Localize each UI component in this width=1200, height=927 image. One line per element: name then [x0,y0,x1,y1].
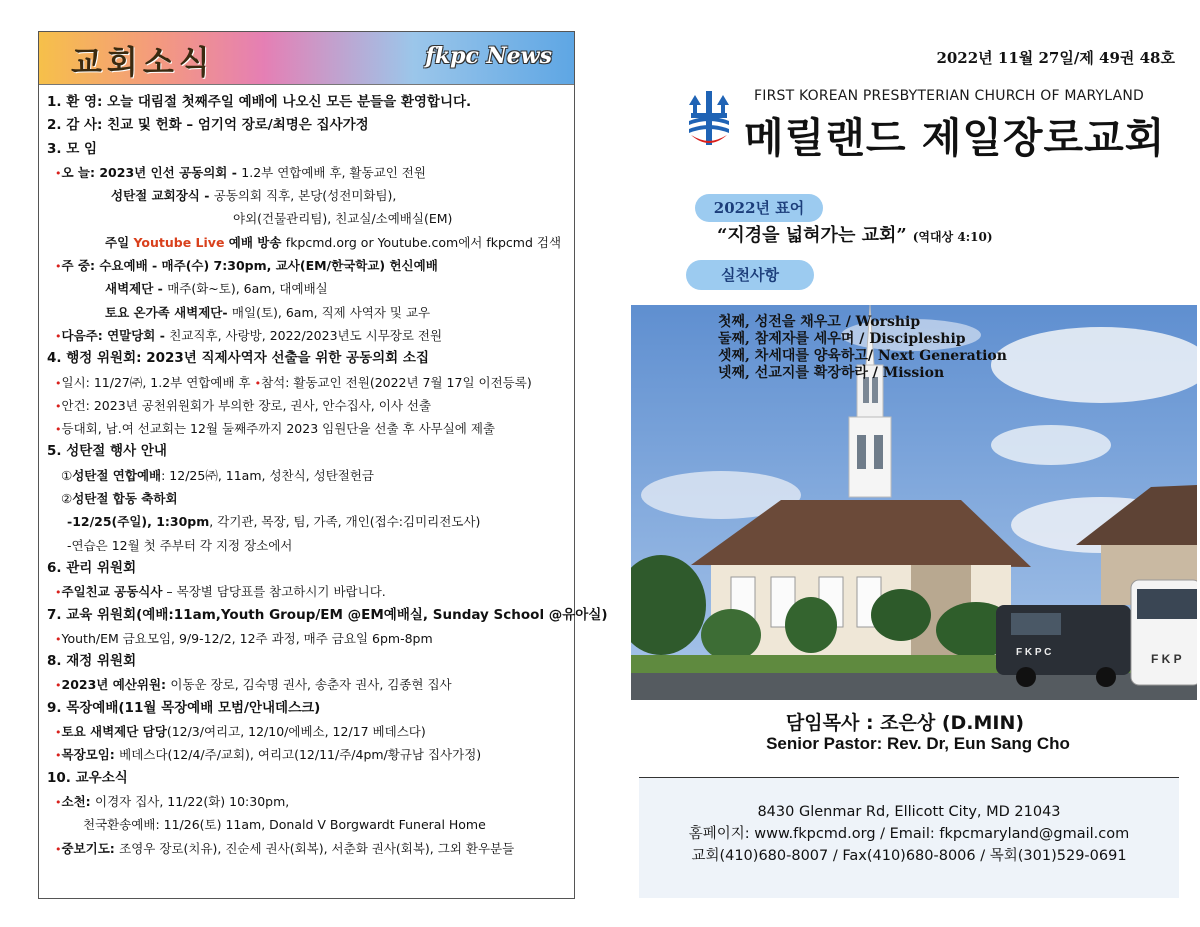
news-section-heading [47,91,574,114]
news-text: 친교직후, 사랑방, 2022/2023년도 시무장로 전원 [169,327,443,343]
news-text: 야외(건물관리팀), 친교실/소예배실(EM) [233,211,453,227]
church-name-korean: 메릴랜드 제일장로교회 [744,114,1166,162]
church-address: 8430 Glenmar Rd, Ellicott City, MD 21043 [757,804,1061,820]
news-text: 오늘 대림절 첫째주일 예배에 나오신 모든 분들을 환영합니다. [107,94,472,110]
news-text: 성탄절 합동 축하회 [72,491,178,507]
news-item [47,813,574,836]
news-item [47,510,574,533]
news-text: 친교 및 헌화 [107,117,182,134]
news-text: 천국환송예배: 11/26(토) 11am, Donald V Borgwardt Funeral Home [83,817,486,833]
news-text: 토요 새벽제단 담당 [61,724,167,740]
news-text: 예배 방송 [224,234,286,250]
phone-numbers: 교회(410)680-8007 / Fax(410)680-8006 / 목회(301)529-0691 [691,848,1127,864]
news-section-heading [47,347,574,370]
yearly-motto [717,221,993,247]
news-text: ① [61,467,73,483]
news-text: (예배:11am,Youth Group/EM @EM예배실, Sunday School @유아실) [136,606,608,623]
news-text: 10. 교우소식 [47,769,128,786]
news-text: 중보기도: [61,840,120,856]
practice-list [718,314,1007,382]
news-text: Youth/EM 금요모임, 9/9-12/2, 12주 과정, 매주 금요일 6pm-8pm [61,630,433,646]
news-item [47,627,574,650]
pastor-english: Senior Pastor: Rev. Dr, Eun Sang Cho [766,734,1070,753]
news-text: 1.2부 연합예배 후, 활동교인 전원 [241,164,426,180]
van-lettering-white: F K P [1151,652,1182,666]
news-text: fkpcmd.org or Youtube.com에서 fkpcmd 검색 [285,234,562,250]
news-text: 7. 교육 위원회 [47,606,137,623]
news-item [47,161,574,184]
church-logo-icon [687,91,731,147]
news-text: 8. 재정 위원회 [47,653,137,670]
news-text: ② [61,491,73,507]
practice-item: 둘째, 참제자를 세우며 / Discipleship [718,331,966,347]
news-text: 베데스다(12/4/주/교회), 여리고(12/11/주/4pm/황규남 집사가정) [119,747,482,763]
news-text: 새벽제단 - [105,281,168,297]
news-section-heading [47,767,574,790]
news-item [47,487,574,510]
news-item [47,254,574,277]
news-item [47,743,574,766]
news-item [47,720,574,743]
news-text: 다음주: 연말당회 - [61,327,170,343]
news-item [47,534,574,557]
news-section-heading [47,697,574,720]
bullet-icon: • [55,260,62,274]
news-text: 성탄절 교회장식 - [111,188,214,204]
news-text: 매일(토), 6am, 직제 사역자 및 교우 [231,304,431,320]
news-text: 오 늘: 2023년 인선 공동의회 - [61,164,242,180]
news-section-heading [47,557,574,580]
bullet-icon: • [55,842,62,856]
news-text: 성탄절 연합예배 [72,467,162,483]
news-text: 주 중: 수요예배 - 매주(수) 7:30pm, 교사(EM/한국학교) 헌신예배 [61,258,438,274]
bullet-icon: • [55,749,62,763]
news-text: Youtube Live [133,234,225,250]
practice-item: 첫째, 성전을 채우고 / Worship [718,314,921,330]
news-text: 4. 행정 위원회: 2023년 직제사역자 선출을 위한 공동의회 소집 [47,350,429,367]
pastor-korean: 담임목사 : 조은상 (D.MIN) [785,712,1025,734]
news-section-heading [47,138,574,161]
news-text: 9. 목장예배 [47,699,119,716]
van-lettering: F K P C [1016,647,1052,658]
news-text: 5. 성탄절 행사 안내 [47,443,167,460]
bullet-icon: • [55,329,62,343]
news-list [39,85,608,860]
practice-item: 넷째, 선교지를 확장하라 / Mission [718,365,945,381]
website-email[interactable]: 홈페이지: www.fkpcmd.org / Email: fkpcmaryland@gmail.com [688,826,1130,842]
bullet-icon: • [55,586,62,600]
motto-label-badge: 2022년 표어 [695,194,823,222]
news-item [47,371,574,394]
news-text: (12/3/여리고, 12/10/에베소, 12/17 베데스다) [166,724,426,740]
news-text: – 엄기억 장로/최명은 집사가정 [181,117,369,134]
news-item [47,231,574,254]
news-item [47,417,574,440]
news-item [47,277,574,300]
news-item [47,790,574,813]
news-text: 일시: 11/27㈜, 1.2부 연합예배 후 [61,374,255,390]
news-text: 매주(화~토), 6am, 대예배실 [167,281,328,297]
bullet-icon: • [55,795,62,809]
news-item [47,673,574,696]
news-banner [39,32,574,85]
news-text: , 각기관, 목장, 팀, 가족, 개인(접수:김미리전도사) [209,514,481,530]
news-text: 주일 [105,234,134,250]
news-text: 6. 관리 위원회 [47,559,137,576]
news-text: 이동운 장로, 김숙명 권사, 송춘자 권사, 김종현 집사 [170,677,452,693]
contact-box [639,777,1179,898]
news-item [47,464,574,487]
bullet-icon: • [55,399,62,413]
news-section-heading [47,650,574,673]
news-title: 교회소식 [71,43,215,81]
news-panel [38,31,608,899]
news-text: 토요 온가족 새벽제단- [105,304,232,320]
news-text: 주일친교 공동식사 [61,584,163,600]
news-section-heading [47,604,608,627]
bullet-icon: • [55,679,62,693]
news-item [47,837,574,860]
news-text: 소천: [61,793,96,809]
news-item [47,184,574,207]
news-brand: fkpc News [425,43,552,69]
news-text: 1. 환 영: [47,94,108,110]
news-item [47,394,574,417]
news-text: (11월 목장예배 모범/안내데스크) [118,699,321,716]
practice-item: 셋째, 차세대를 양육하고/ Next Generation [718,348,1007,364]
news-text: : 12/25㈜, 11am, 성찬식, 성탄절헌금 [161,467,375,483]
news-text: -연습은 12월 첫 주부터 각 지정 장소에서 [67,537,293,553]
news-item [47,580,574,603]
church-name-english: FIRST KOREAN PRESBYTERIAN CHURCH OF MARYLAND [754,88,1144,104]
news-text: 3. 모 임 [47,140,98,157]
news-text: 2023년 예산위원: [61,677,171,693]
news-text: – 목장별 담당표를 참고하시기 바랍니다. [162,584,386,600]
news-text: 공동의회 직후, 본당(성전미화팀), [213,188,397,204]
news-section-heading [47,114,574,137]
news-text: 참석: 활동교인 전원(2022년 7월 17일 이전등록) [261,374,532,390]
bullet-icon: • [55,726,62,740]
practice-label-badge: 실천사항 [686,260,814,290]
news-section-heading [47,440,574,463]
motto-reference: (역대상 4:10) [912,230,993,244]
news-text: -12/25(주일), 1:30pm [67,514,210,530]
bullet-icon: • [55,166,62,180]
news-text: 안건: 2023년 공천위원회가 부의한 장로, 권사, 안수집사, 이사 선출 [61,397,432,413]
news-text: 등대회, 남.여 선교회는 12월 둘째주까지 2023 임원단을 선출 후 사무실에 제출 [61,421,495,437]
bullet-icon: • [55,632,62,646]
news-item [47,324,574,347]
news-text: 조영우 장로(치유), 진순세 권사(회복), 서춘화 권사(회복), 그외 환우분들 [119,840,515,856]
motto-text: “지경을 넓혀가는 교회” [717,225,907,246]
news-text: 2. 감 사: [47,117,108,134]
news-text: 이경자 집사, 11/22(화) 10:30pm, [95,793,290,809]
news-text: 목장모임: [61,747,120,763]
news-item [47,301,574,324]
bullet-icon: • [55,423,62,437]
bullet-icon: • [55,376,62,390]
bullet-icon: • [254,376,262,390]
issue-dateline: 2022년 11월 27일/제 49권 48호 [936,49,1175,67]
news-item [47,207,574,230]
